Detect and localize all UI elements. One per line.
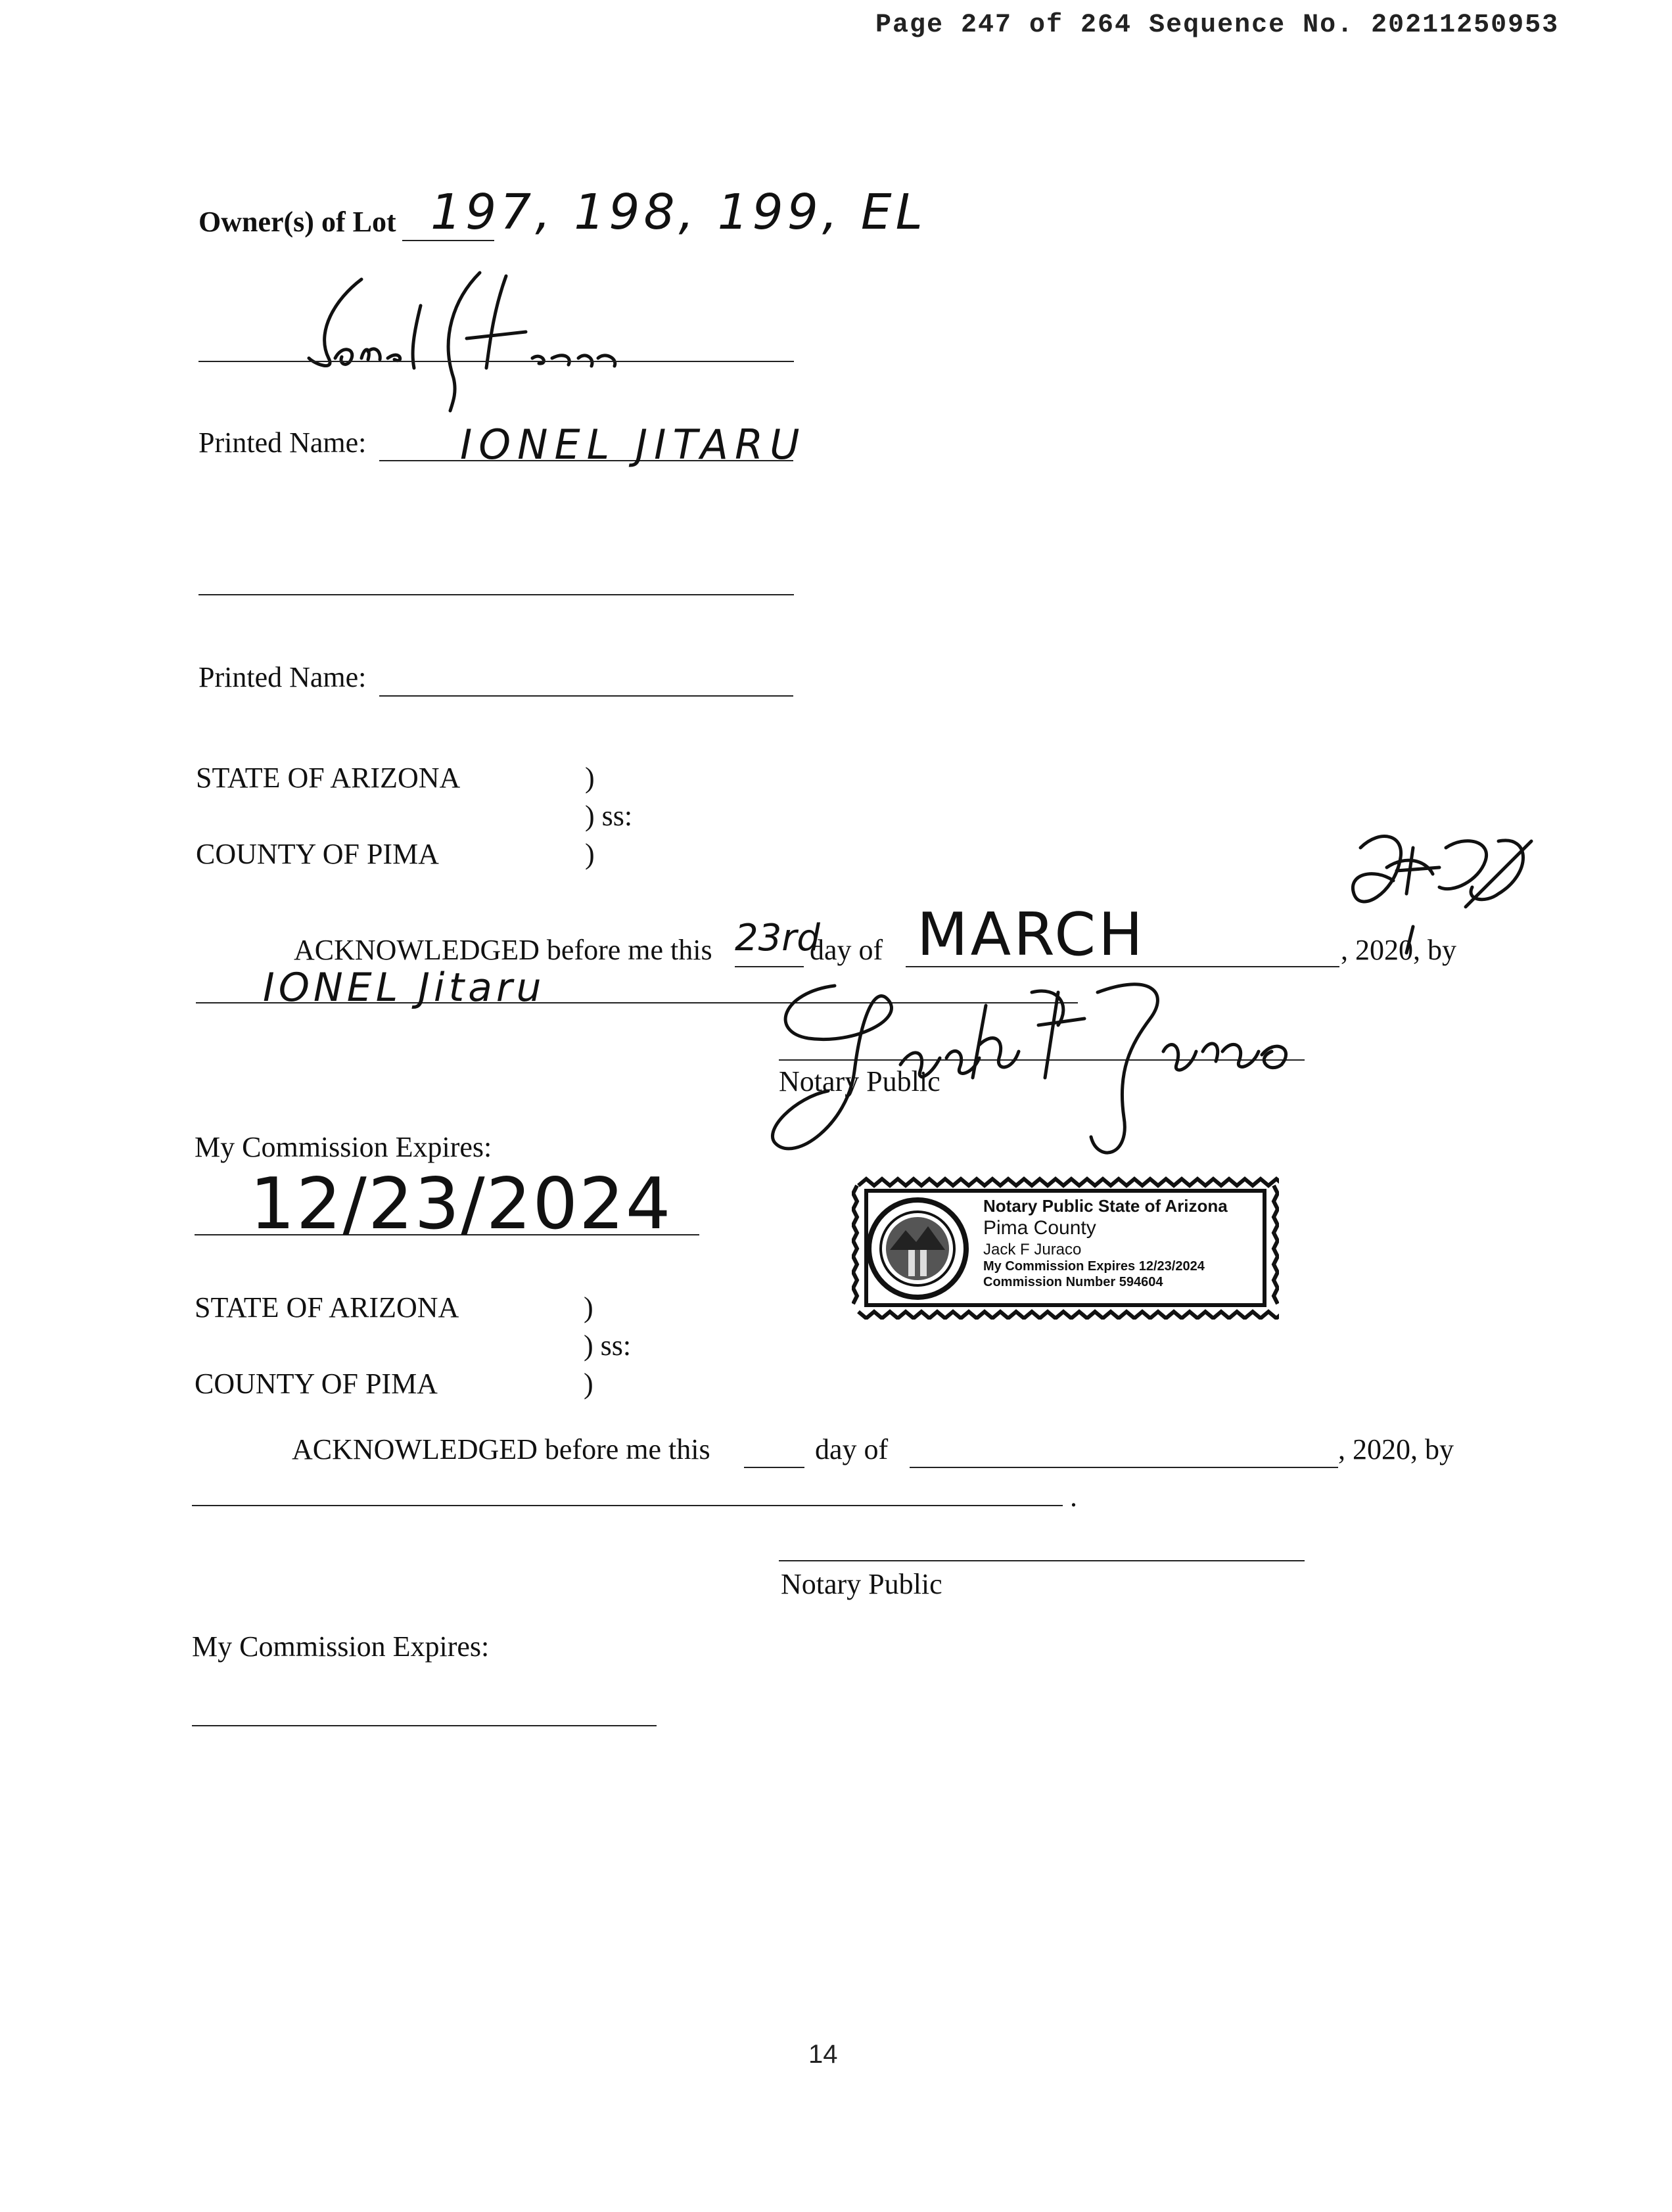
stamp-line-4: My Commission Expires 12/23/2024 [983, 1259, 1205, 1274]
notary-stamp [852, 1176, 1279, 1320]
page-number: 14 [808, 2040, 838, 2069]
stamp-line-2: Pima County [983, 1217, 1096, 1239]
printed-name-label-1: Printed Name: [198, 426, 367, 459]
ack1-paren-open: ) [585, 762, 595, 794]
ack1-commission-value: 12/23/2024 [250, 1163, 672, 1245]
printed-name-handwritten-1: IONEL JITARU [460, 421, 806, 469]
page-sequence-header: Page 247 of 264 Sequence No. 20211250953 [875, 11, 1560, 40]
lot-handwritten-value: 197, 198, 199, EL [430, 184, 927, 241]
ack2-year: , 2020, by [1338, 1433, 1454, 1465]
ack1-notary-public-label: Notary Public [779, 1065, 940, 1097]
printed-name-line-2 [379, 695, 793, 697]
stamp-line-3: Jack F Juraco [983, 1241, 1082, 1258]
ack1-month-value: MARCH [917, 900, 1146, 969]
ack2-day-line [744, 1467, 804, 1468]
ack1-paren-close: ) [585, 838, 595, 870]
owner-signature-line-1 [198, 361, 794, 362]
ack1-state: STATE OF ARIZONA [196, 762, 461, 794]
ack2-ss: ) ss: [584, 1329, 632, 1362]
ack2-notary-public-label: Notary Public [781, 1568, 942, 1600]
ack1-commission-label: My Commission Expires: [195, 1131, 492, 1163]
ack1-county: COUNTY OF PIMA [196, 838, 439, 870]
ack1-text: ACKNOWLEDGED before me this [294, 934, 712, 966]
ack2-day-of: day of [815, 1433, 889, 1465]
ack2-text: ACKNOWLEDGED before me this [292, 1433, 710, 1465]
ack1-day-value: 23rd [735, 917, 820, 959]
notary-signature [756, 966, 1328, 1170]
ack1-by-name: IONEL Jitaru [263, 965, 546, 1011]
owner-lot-label: Owner(s) of Lot [198, 206, 396, 238]
stamp-line-1: Notary Public State of Arizona [983, 1196, 1228, 1216]
ack2-commission-line [192, 1725, 657, 1726]
stamp-line-5: Commission Number 594604 [983, 1275, 1163, 1289]
ack1-day-of: day of [810, 934, 883, 966]
printed-name-label-2: Printed Name: [198, 661, 367, 693]
ack1-ss: ) ss: [585, 800, 633, 832]
ack2-commission-label: My Commission Expires: [192, 1630, 490, 1663]
ack2-county: COUNTY OF PIMA [195, 1368, 438, 1400]
ack2-state: STATE OF ARIZONA [195, 1291, 459, 1324]
ack2-by-line [192, 1505, 1063, 1506]
ack2-paren-close: ) [584, 1368, 593, 1400]
ack2-notary-signature-line [779, 1560, 1305, 1561]
ack2-month-line [910, 1467, 1338, 1468]
ack2-paren-open: ) [584, 1291, 593, 1324]
ack1-year: , 2020, by [1341, 934, 1456, 966]
ack2-period: . [1070, 1481, 1077, 1513]
owner-signature-line-2 [198, 594, 794, 595]
owner-signature [289, 260, 657, 417]
